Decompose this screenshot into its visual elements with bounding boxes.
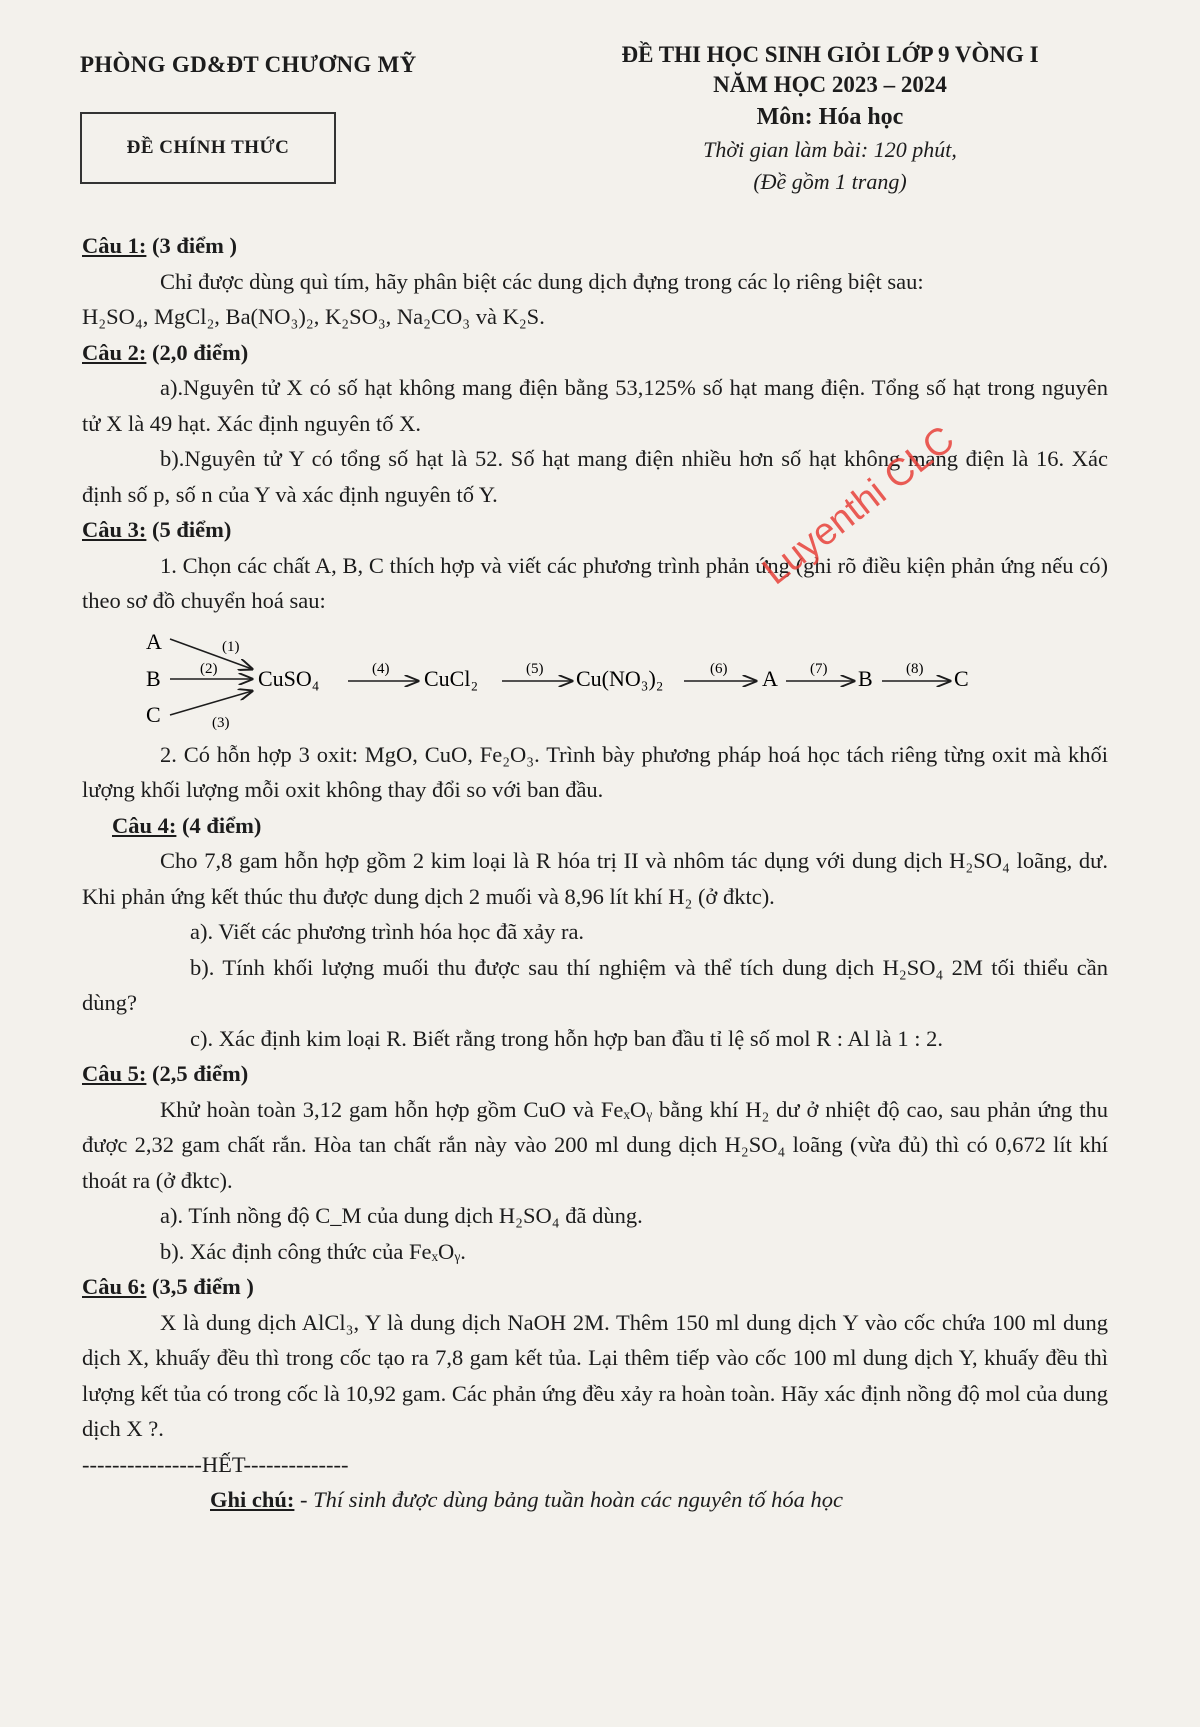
question-1-points: (3 điểm ) [146, 233, 237, 258]
exam-title: ĐỀ THI HỌC SINH GIỎI LỚP 9 VÒNG I [621, 42, 1039, 67]
note-label: Ghi chú: [210, 1487, 295, 1512]
school-year: NĂM HỌC 2023 – 2024 [713, 72, 947, 97]
question-2a: a).Nguyên tử X có số hạt không mang điện bằng 53,125% số hạt mang điện. Tổng số hạt trong nguyên tử X là 49 hạt. Xác định nguyên tố X. [82, 375, 1108, 436]
question-6-points: (3,5 điểm ) [146, 1274, 254, 1299]
note-text: - Thí sinh được dùng bảng tuần hoàn các nguyên tố hóa học [294, 1487, 843, 1512]
question-6-label: Câu 6: [82, 1274, 147, 1299]
reaction-label-8: (8) [906, 660, 924, 677]
reaction-label-6: (6) [710, 660, 728, 677]
question-4-points: (4 điểm) [176, 812, 262, 838]
question-4-heading [82, 808, 1108, 844]
scheme-product-A: A [762, 665, 778, 691]
question-2-heading [82, 335, 1108, 371]
question-4a: a). Viết các phương trình hóa học đã xảy ra. [190, 919, 585, 944]
question-5b: b). Xác định công thức của FeₓOᵧ. [160, 1238, 466, 1264]
question-1-heading [82, 228, 1108, 264]
question-1-substances: H₂SO₄, MgCl₂, Ba(NO₃)₂, K₂SO₃, Na₂CO₃ và K₂S. [82, 304, 545, 329]
subject: Môn: Hóa học [756, 104, 904, 130]
question-5-intro: Khử hoàn toàn 3,12 gam hỗn hợp gồm CuO và FeₓOᵧ bằng khí H₂ dư ở nhiệt độ cao, sau phản ứng thu được 2,32 gam chất rắn. Hòa tan chất rắn này vào 200 ml dung dịch H₂SO₄ loãng (vừa đủ) thì có 0,672 lít khí thoát ra (ở đktc). [82, 1096, 1108, 1193]
reaction-label-5: (5) [526, 660, 544, 677]
question-5-heading [82, 1056, 1108, 1092]
question-4-label: Câu 4: [112, 812, 177, 838]
time-limit: Thời gian làm bài: 120 phút, [703, 137, 957, 162]
official-stamp-box [80, 112, 336, 184]
page-count: (Đề gồm 1 trang) [753, 169, 907, 194]
question-6-heading [82, 1269, 1108, 1305]
question-5-label: Câu 5: [82, 1061, 147, 1086]
footer-note [82, 1482, 1108, 1518]
arrow-3 [170, 691, 252, 715]
reaction-scheme-diagram [82, 621, 1082, 733]
question-5a: a). Tính nồng độ C_M của dung dịch H₂SO₄ đã dùng. [160, 1203, 643, 1228]
question-3-part2: 2. Có hỗn hợp 3 oxit: MgO, CuO, Fe₂O₃. Trình bày phương pháp hoá học tách riêng từng oxit mà khối lượng khối lượng mỗi oxit không thay đổi so với ban đầu. [82, 741, 1108, 802]
official-label: ĐỀ CHÍNH THỨC [126, 137, 290, 158]
question-3-label: Câu 3: [82, 517, 147, 542]
question-4b: b). Tính khối lượng muối thu được sau thí nghiệm và thể tích dung dịch H₂SO₄ 2M tối thiểu cần dùng? [82, 954, 1108, 1015]
scheme-CuNO32: Cu(NO₃)₂ [576, 665, 664, 691]
question-1-label: Câu 1: [82, 233, 147, 258]
question-6-text: X là dung dịch AlCl₃, Y là dung dịch NaOH 2M. Thêm 150 ml dung dịch Y vào cốc chứa 100 ml dung dịch X, khuấy đều thì trong cốc tạo ra 7,8 gam kết tủa. Lại thêm tiếp vào cốc 100 ml dung dịch Y, khuấy đều thì lượng kết tủa có trong cốc là 10,92 gam. Các phản ứng đều xảy ra hoàn toàn. Hãy xác định nồng độ mol của dung dịch X ?. [82, 1309, 1108, 1441]
scheme-reactant-B: B [146, 665, 161, 691]
question-1-text: Chỉ được dùng quì tím, hãy phân biệt các dung dịch đựng trong các lọ riêng biệt sau: [160, 268, 924, 294]
reaction-label-2: (2) [200, 660, 218, 677]
question-3-part1: 1. Chọn các chất A, B, C thích hợp và viết các phương trình phản ứng (ghi rõ điều kiện phản ứng nếu có) theo sơ đồ chuyển hoá sau: [82, 552, 1108, 613]
end-marker: ----------------HẾT-------------- [82, 1451, 349, 1477]
watermark-text: Luyenthi CLC [755, 418, 963, 594]
question-4-intro: Cho 7,8 gam hỗn hợp gồm 2 kim loại là R hóa trị II và nhôm tác dụng với dung dịch H₂SO₄ loãng, dư. Khi phản ứng kết thúc thu được dung dịch 2 muối và 8,96 lít khí H₂ (ở đktc). [82, 848, 1108, 909]
question-3-heading [82, 512, 1108, 548]
reaction-label-4: (4) [372, 660, 390, 677]
reaction-label-1: (1) [222, 638, 240, 655]
question-4c: c). Xác định kim loại R. Biết rằng trong hỗn hợp ban đầu tỉ lệ số mol R : Al là 1 : 2. [190, 1025, 944, 1051]
question-5-points: (2,5 điểm) [146, 1061, 249, 1086]
exam-header [560, 40, 1100, 198]
question-2-points: (2,0 điểm) [146, 339, 249, 365]
reaction-scheme [82, 621, 1108, 733]
department-name: PHÒNG GD&ĐT CHƯƠNG MỸ [80, 52, 417, 77]
scheme-product-C: C [954, 665, 969, 691]
reaction-label-3: (3) [212, 714, 230, 731]
question-2b: b).Nguyên tử Y có tổng số hạt là 52. Số hạt mang điện nhiều hơn số hạt không mang điện là 16. Xác định số p, số n của Y và xác định nguyên tố Y. [82, 446, 1108, 507]
reaction-label-7: (7) [810, 660, 828, 677]
question-2-label: Câu 2: [82, 339, 147, 365]
scheme-CuCl2: CuCl₂ [424, 665, 479, 691]
scheme-CuSO4: CuSO₄ [258, 665, 320, 691]
exam-content [82, 228, 1108, 1518]
scheme-reactant-C: C [146, 701, 161, 727]
question-3-points: (5 điểm) [146, 517, 232, 542]
scheme-reactant-A: A [146, 628, 162, 654]
scheme-product-B: B [858, 665, 873, 691]
